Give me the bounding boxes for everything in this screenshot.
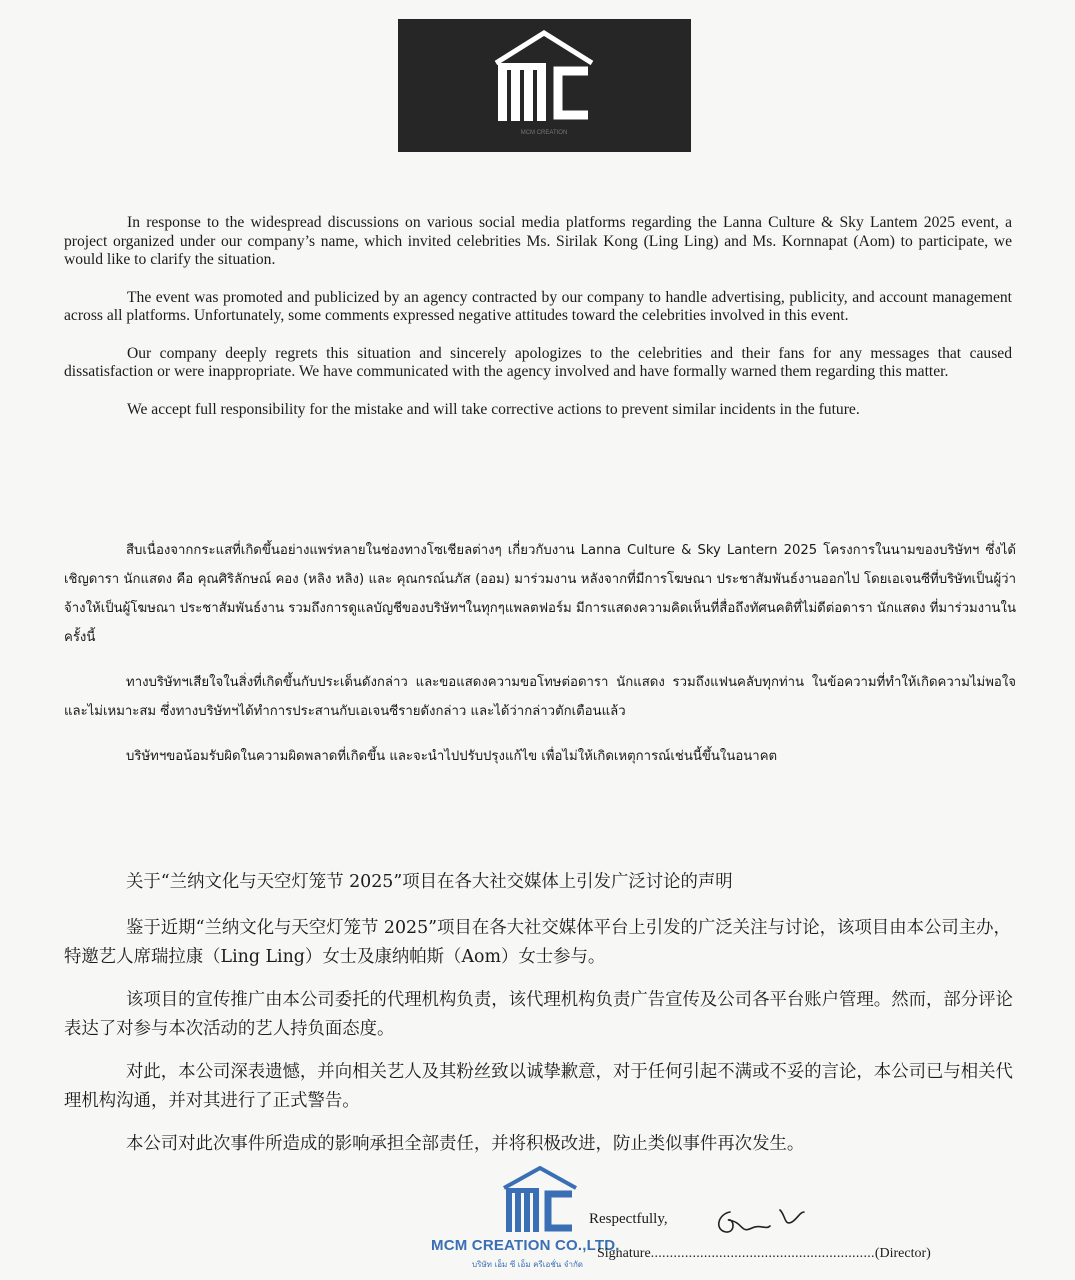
chinese-paragraph: 鉴于近期“兰纳文化与天空灯笼节 2025”项目在各大社交媒体平台上引发的广泛关注与讨论，该项目由本公司主办，特邀艺人席瑞拉康（Ling Ling）女士及康纳帕斯（Aom）女士参与。 [64, 918, 1011, 967]
english-paragraph: We accept full responsibility for the mistake and will take corrective actions to prevent similar incidents in the future. [127, 400, 860, 418]
english-statement [64, 214, 1012, 438]
thai-paragraph: ทางบริษัทฯเสียใจในสิ่งที่เกิดขึ้นกับประเด็นดังกล่าว และขอแสดงความขอโทษต่อดารา นักแสดง รวมถึงแฟนคลับทุกท่าน ในข้อความที่ทำให้เกิดความไม่พอใจและไม่เหมาะสม ซึ่งทางบริษัทฯได้ทำการประสานกับเอเจนซีรายดังกล่าว และได้ว่ากล่าวตักเตือนแล้ว [64, 675, 1016, 719]
thai-paragraph: สืบเนื่องจากกระแสที่เกิดขึ้นอย่างแพร่หลายในช่องทางโซเชียลต่างๆ เกี่ยวกับงาน Lanna Culture & Sky Lantern 2025 โครงการในนามของบริษัทฯ ซึ่งได้เชิญดารา นักแสดง คือ คุณศิริลักษณ์ คอง (หลิง หลิง) และ คุณกรณ์นภัส (ออม) มาร่วมงาน หลังจากที่มีการโฆษณา ประชาสัมพันธ์งานออกไป โดยเอเจนซีที่บริษัทเป็นผู้ว่าจ้างให้เป็นผู้โฆษณา ประชาสัมพันธ์งาน รวมถึงการดูแลบัญชีของบริษัทฯในทุกๆแพลตฟอร์ม มีการแสดงความคิดเห็นที่สื่อถึงทัศนคติที่ไม่ดีต่อดารา นักแสดง ที่มาร่วมงานในครั้งนี้ [64, 543, 1016, 645]
signature-dots: ........................................................... [650, 1246, 875, 1261]
english-paragraph: In response to the widespread discussions on various social media platforms regarding the Lanna Culture & Sky Lantem 2025 event, a project organized under our company’s name, which invited celebrities Ms. Sirilak Kong (Ling Ling) and Ms. Kornnapat (Aom) to participate, we would like to clarify the situation. [64, 214, 1012, 268]
mc-logo-icon [398, 19, 691, 152]
chinese-paragraph: 该项目的宣传推广由本公司委托的代理机构负责，该代理机构负责广告宣传及公司各平台账户管理。然而，部分评论表达了对参与本次活动的艺人持负面态度。 [64, 990, 1013, 1039]
svg-text:MCM CREATION: MCM CREATION [520, 130, 568, 136]
chinese-statement [64, 868, 1026, 1173]
english-paragraph: Our company deeply regrets this situation and sincerely apologizes to the celebrities and their fans for any messages that caused dissatisfaction or were inappropriate. We have communicated with the agency involved and have formally warned them regarding this matter. [64, 344, 1012, 380]
thai-paragraph: บริษัทฯขอน้อมรับผิดในความผิดพลาดที่เกิดขึ้น และจะนำไปปรับปรุงแก้ไข เพื่อไม่ให้เกิดเหตุการณ์เช่นนี้ขึ้นในอนาคต [126, 749, 778, 764]
signature-line [597, 1246, 931, 1262]
company-name: MCM CREATION CO.,LTD. [431, 1237, 620, 1254]
signature-label: Signature [597, 1246, 651, 1261]
signature-scribble [700, 1200, 820, 1240]
company-name-thai: บริษัท เอ็ม ซี เอ็ม ครีเอชั่น จำกัด [472, 1260, 583, 1269]
thai-statement [64, 536, 1016, 787]
mc-seal-icon [500, 1166, 580, 1238]
director-label: (Director) [874, 1246, 931, 1261]
closing-salutation: Respectfully, [589, 1211, 668, 1227]
english-paragraph: The event was promoted and publicized by an agency contracted by our company to handle advertising, publicity, and account management across all platforms. Unfortunately, some comments expressed negative attitudes toward the celebrities involved in this event. [64, 288, 1012, 324]
company-logo-banner [398, 19, 691, 152]
company-seal-logo [500, 1166, 580, 1243]
chinese-title: 关于“兰纳文化与天空灯笼节 2025”项目在各大社交媒体上引发广泛讨论的声明 [126, 872, 733, 892]
chinese-paragraph: 对此，本公司深表遗憾，并向相关艺人及其粉丝致以诚挚歉意，对于任何引起不满或不妥的言论，本公司已与相关代理机构沟通，并对其进行了正式警告。 [64, 1062, 1013, 1111]
chinese-paragraph: 本公司对此次事件所造成的影响承担全部责任，并将积极改进，防止类似事件再次发生。 [126, 1134, 805, 1154]
